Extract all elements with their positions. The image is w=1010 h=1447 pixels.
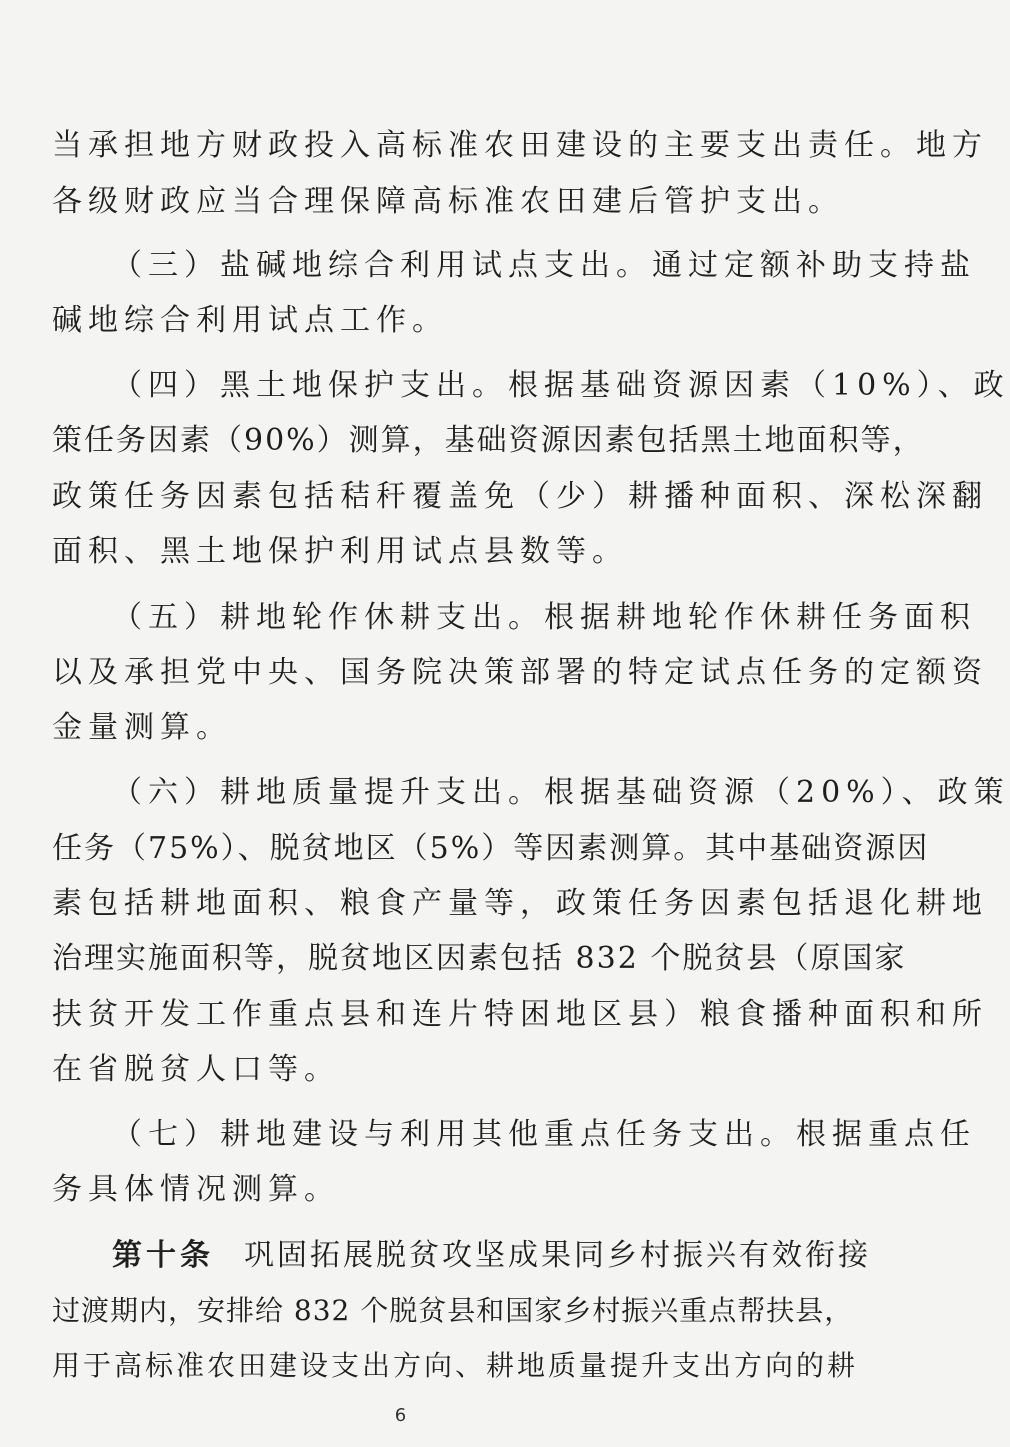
text-line: 以及承担党中央、国务院决策部署的特定试点任务的定额资 xyxy=(52,655,988,690)
text-line: 碱地综合利用试点工作。 xyxy=(52,303,448,338)
text-line: 在省脱贫人口等。 xyxy=(52,1052,340,1087)
text-line: 任务（75%）、脱贫地区（5%）等因素测算。其中基础资源因 xyxy=(52,831,930,866)
paragraph-three-start: （三）盐碱地综合利用试点支出。通过定额补助支持盐 xyxy=(112,248,976,283)
text-line: 政策任务因素包括秸秆覆盖免（少）耕播种面积、深松深翻 xyxy=(52,479,988,514)
text-line: 素包括耕地面积、粮食产量等，政策任务因素包括退化耕地 xyxy=(52,886,988,921)
page-number: 6 xyxy=(394,1405,407,1426)
text-line: 务具体情况测算。 xyxy=(52,1172,340,1207)
text-line: 各级财政应当合理保障高标准农田建后管护支出。 xyxy=(52,184,844,219)
text-line: 策任务因素（90%）测算，基础资源因素包括黑土地面积等， xyxy=(52,423,925,458)
text-line: 面积、黑土地保护利用试点县数等。 xyxy=(52,534,628,569)
text-line: 用于高标准农田建设支出方向、耕地质量提升支出方向的耕 xyxy=(52,1349,859,1382)
text-line: 金量测算。 xyxy=(52,710,232,745)
paragraph-six-start: （六）耕地质量提升支出。根据基础资源（20%）、政策 xyxy=(112,775,1010,810)
article-ten-line xyxy=(112,1236,871,1276)
paragraph-seven-start: （七）耕地建设与利用其他重点任务支出。根据重点任 xyxy=(112,1117,976,1152)
paragraph-four-start: （四）黑土地保护支出。根据基础资源因素（10%）、政 xyxy=(112,368,1010,403)
article-ten-text: 巩固拓展脱贫攻坚成果同乡村振兴有效衔接 xyxy=(244,1238,871,1273)
article-heading: 第十条 xyxy=(112,1238,214,1273)
text-line: 扶贫开发工作重点县和连片特困地区县）粮食播种面积和所 xyxy=(52,997,988,1032)
text-line: 当承担地方财政投入高标准农田建设的主要支出责任。地方 xyxy=(52,128,988,163)
text-line: 过渡期内，安排给 832 个脱贫县和国家乡村振兴重点帮扶县， xyxy=(52,1294,854,1327)
paragraph-five-start: （五）耕地轮作休耕支出。根据耕地轮作休耕任务面积 xyxy=(112,600,976,635)
text-line: 治理实施面积等，脱贫地区因素包括 832 个脱贫县（原国家 xyxy=(52,941,907,976)
